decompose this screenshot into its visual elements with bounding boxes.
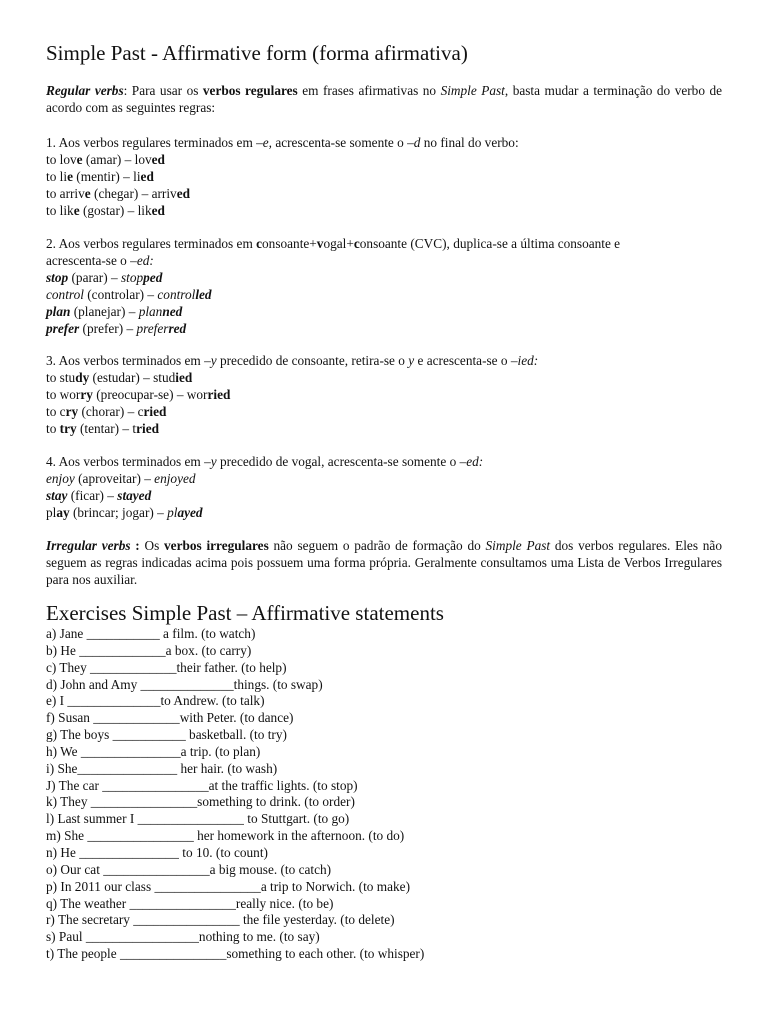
rule-4-example: stay (ficar) – stayed	[46, 488, 152, 503]
rule-1	[46, 134, 722, 219]
exercise-item: l) Last summer I ________________ to Stuttgart. (to go)	[46, 811, 350, 827]
exercise-item: m) She ________________ her homework in the afternoon. (to do)	[46, 828, 405, 844]
exercise-list	[46, 626, 722, 963]
rule-3-example: to worry (preocupar-se) – worried	[46, 387, 231, 402]
irregular-verbs-label: Irregular verbs	[46, 538, 131, 553]
rule-3	[46, 352, 722, 437]
rule-4-example: play (brincar; jogar) – played	[46, 505, 203, 520]
rule-2-example: plan (planejar) – planned	[46, 304, 183, 319]
rule-2-example: control (controlar) – controlled	[46, 287, 212, 302]
page-title: Simple Past - Affirmative form (forma afirmativa)	[46, 41, 468, 65]
exercise-item: r) The secretary ________________ the file yesterday. (to delete)	[46, 912, 395, 928]
exercise-item: n) He _______________ to 10. (to count)	[46, 844, 268, 860]
exercise-item: o) Our cat ________________a big mouse. (to catch)	[46, 861, 332, 877]
rule-4	[46, 453, 722, 521]
rule-1-example: to like (gostar) – liked	[46, 203, 165, 218]
exercise-item: e) I ______________to Andrew. (to talk)	[46, 693, 265, 709]
exercise-item: c) They _____________their father. (to help)	[46, 659, 287, 675]
rule-3-example: to cry (chorar) – cried	[46, 404, 167, 419]
irregular-verbs-paragraph: Irregular verbs : Os verbos irregulares não seguem o padrão de formação do Simple Past dos verbos regulares. Eles não seguem as regras indicadas acima pois possuem uma forma própria. Geralmente consultamos uma Lista de Verbos Irregulares para nos auxiliar.	[46, 538, 722, 587]
exercise-item: p) In 2011 our class ________________a trip to Norwich. (to make)	[46, 878, 410, 894]
rule-3-intro: 3. Aos verbos terminados em –y precedido de consoante, retira-se o y e acrescenta-se o –ied:	[46, 353, 539, 368]
rule-2-intro-cont: acrescenta-se o –ed:	[46, 253, 154, 268]
rule-1-intro: 1. Aos verbos regulares terminados em –e, acrescenta-se somente o –d no final do verbo:	[46, 135, 519, 150]
rule-3-example: to study (estudar) – studied	[46, 370, 193, 385]
rule-1-example: to arrive (chegar) – arrived	[46, 186, 191, 201]
rule-2-intro: 2. Aos verbos regulares terminados em consoante+vogal+consoante (CVC), duplica-se a última consoante e	[46, 236, 621, 251]
exercises-title: Exercises Simple Past – Affirmative statements	[46, 601, 444, 625]
exercise-item: i) She_______________ her hair. (to wash)	[46, 760, 278, 776]
rule-2-example: stop (parar) – stopped	[46, 270, 163, 285]
rule-1-example: to lie (mentir) – lied	[46, 169, 154, 184]
rule-4-intro: 4. Aos verbos terminados em –y precedido de vogal, acrescenta-se somente o –ed:	[46, 454, 484, 469]
exercise-item: b) He _____________a box. (to carry)	[46, 642, 252, 658]
rule-2	[46, 235, 722, 337]
rule-1-example: to love (amar) – loved	[46, 152, 165, 167]
exercise-item: h) We _______________a trip. (to plan)	[46, 743, 261, 759]
rule-3-example: to try (tentar) – tried	[46, 421, 160, 436]
exercise-item: J) The car ________________at the traffic lights. (to stop)	[46, 777, 358, 793]
exercise-item: s) Paul _________________nothing to me. (to say)	[46, 929, 320, 945]
exercise-item: q) The weather ________________really nice. (to be)	[46, 895, 334, 911]
exercise-item: d) John and Amy ______________things. (to swap)	[46, 676, 323, 692]
exercise-item: a) Jane ___________ a film. (to watch)	[46, 626, 256, 641]
rule-2-example: prefer (prefer) – preferred	[46, 321, 187, 336]
exercise-item: t) The people ________________something to each other. (to whisper)	[46, 946, 425, 962]
exercise-item: f) Susan _____________with Peter. (to dance)	[46, 710, 294, 726]
exercise-item: g) The boys ___________ basketball. (to try)	[46, 727, 287, 743]
regular-verbs-paragraph: Regular verbs: Para usar os verbos regulares em frases afirmativas no Simple Past, basta mudar a terminação do verbo de acordo com as seguintes regras:	[46, 83, 723, 115]
rule-4-example: enjoy (aproveitar) – enjoyed	[46, 471, 196, 486]
exercise-item: k) They ________________something to drink. (to order)	[46, 794, 355, 810]
regular-verbs-label: Regular verbs	[46, 83, 124, 98]
